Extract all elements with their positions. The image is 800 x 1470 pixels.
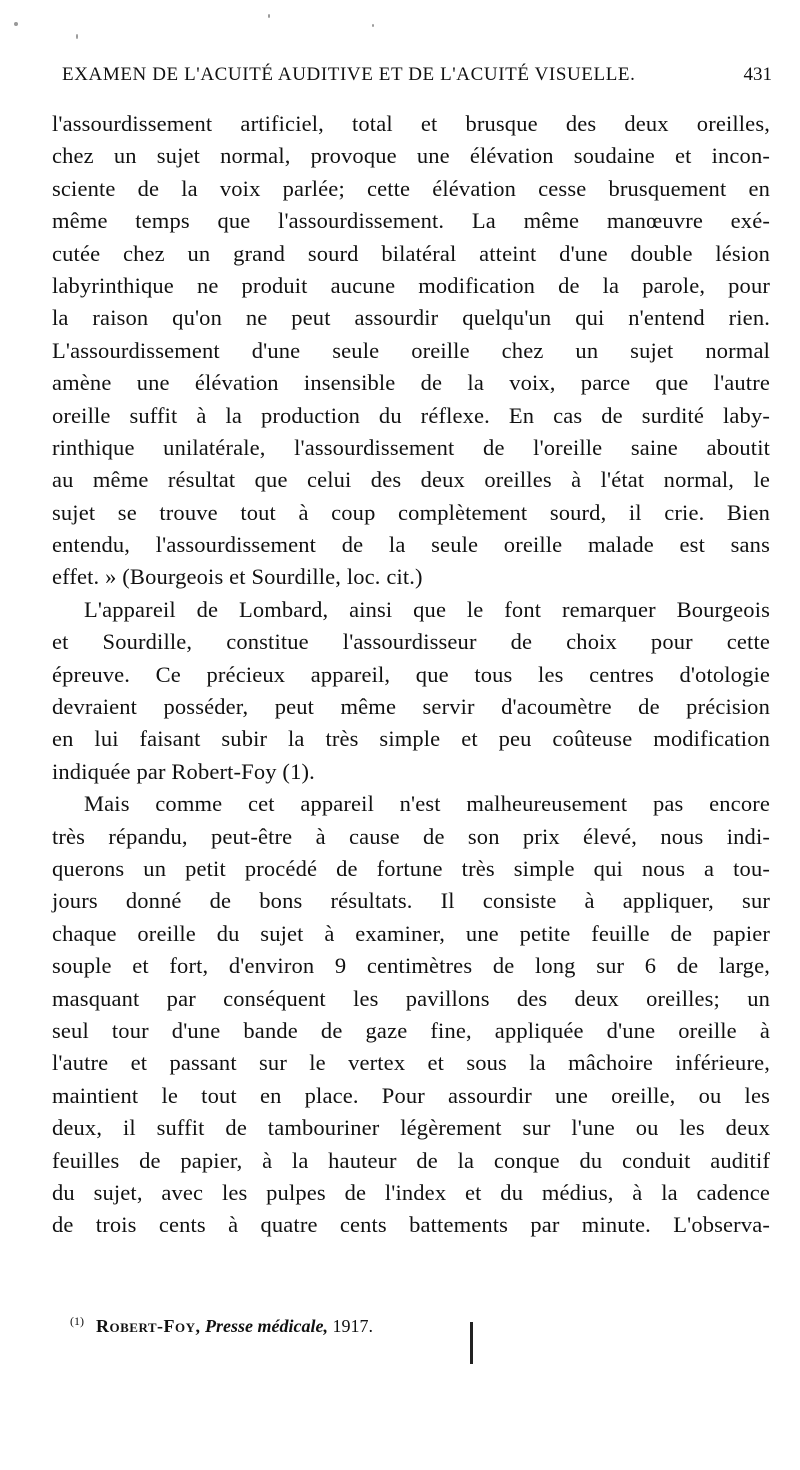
running-title: EXAMEN DE L'ACUITÉ AUDITIVE ET DE L'ACUITÉ VISUELLE. (62, 64, 636, 85)
footnote-author: Robert-Foy, (96, 1316, 201, 1336)
text-line: devraient posséder, peut même servir d'acoumètre de précision (52, 694, 770, 720)
text-line: effet. » (Bourgeois et Sourdille, loc. cit.) (52, 564, 423, 590)
text-line: querons un petit procédé de fortune très simple qui nous a tou- (52, 855, 770, 881)
text-line: très répandu, peut-être à cause de son prix élevé, nous indi- (52, 823, 770, 849)
text-line: au même résultat que celui des deux oreilles à l'état normal, le (52, 467, 770, 493)
text-line: de trois cents à quatre cents battements par minute. L'observa- (52, 1212, 770, 1238)
text-line: chez un sujet normal, provoque une élévation soudaine et incon- (52, 143, 770, 169)
text-line: même temps que l'assourdissement. La même manœuvre exé- (52, 208, 770, 234)
text-line: labyrinthique ne produit aucune modification de la parole, pour (52, 272, 770, 298)
text-line: feuilles de papier, à la hauteur de la conque du conduit auditif (52, 1147, 770, 1173)
text-line: amène une élévation insensible de la voix, parce que l'autre (52, 370, 770, 396)
text-line: L'assourdissement d'une seule oreille chez un sujet normal (52, 337, 770, 363)
text-line: cutée chez un grand sourd bilatéral atteint d'une double lésion (52, 240, 770, 266)
body-text (52, 108, 770, 1242)
text-line: maintient le tout en place. Pour assourdir une oreille, ou les (52, 1082, 770, 1108)
text-line: du sujet, avec les pulpes de l'index et du médius, à la cadence (52, 1179, 770, 1205)
text-line: souple et fort, d'environ 9 centimètres de long sur 6 de large, (52, 953, 770, 979)
text-line: jours donné de bons résultats. Il consiste à appliquer, sur (52, 888, 770, 914)
text-line: sujet se trouve tout à coup complètement sourd, il crie. Bien (52, 499, 770, 525)
text-line: oreille suffit à la production du réflexe. En cas de surdité laby- (52, 402, 770, 428)
scan-speck (372, 24, 374, 27)
text-line: sciente de la voix parlée; cette élévation cesse brusquement en (52, 175, 770, 201)
footnote-marker: (1) (70, 1314, 84, 1328)
text-line: la raison qu'on ne peut assourdir quelqu'un qui n'entend rien. (52, 305, 770, 331)
text-line: entendu, l'assourdissement de la seule oreille malade est sans (52, 532, 770, 558)
scan-speck (14, 22, 18, 26)
text-line: chaque oreille du sujet à examiner, une petite feuille de papier (52, 920, 770, 946)
text-line: en lui faisant subir la très simple et peu coûteuse modification (52, 726, 770, 752)
footnote (70, 1314, 373, 1337)
footnote-journal: Presse médicale, (205, 1316, 329, 1336)
text-line: L'appareil de Lombard, ainsi que le font remarquer Bourgeois (84, 596, 770, 622)
text-line: deux, il suffit de tambouriner légèrement sur l'une ou les deux (52, 1115, 770, 1141)
footnote-year: 1917. (332, 1316, 374, 1336)
scan-speck (268, 14, 270, 18)
text-line: l'autre et passant sur le vertex et sous la mâchoire inférieure, (52, 1050, 770, 1076)
scan-speck (76, 34, 78, 39)
text-line: rinthique unilatérale, l'assourdissement de l'oreille saine aboutit (52, 434, 770, 460)
text-line: l'assourdissement artificiel, total et brusque des deux oreilles, (52, 111, 770, 136)
text-line: seul tour d'une bande de gaze fine, appliquée d'une oreille à (52, 1017, 770, 1043)
page-header (48, 64, 772, 94)
text-line: épreuve. Ce précieux appareil, que tous les centres d'otologie (52, 661, 770, 687)
ink-mark (470, 1322, 473, 1364)
text-line: indiquée par Robert-Foy (1). (52, 758, 315, 784)
page-number: 431 (743, 64, 772, 85)
text-line: et Sourdille, constitue l'assourdisseur de choix pour cette (52, 629, 770, 655)
text-line: Mais comme cet appareil n'est malheureusement pas encore (84, 791, 770, 817)
text-line: masquant par conséquent les pavillons des deux oreilles; un (52, 985, 770, 1011)
